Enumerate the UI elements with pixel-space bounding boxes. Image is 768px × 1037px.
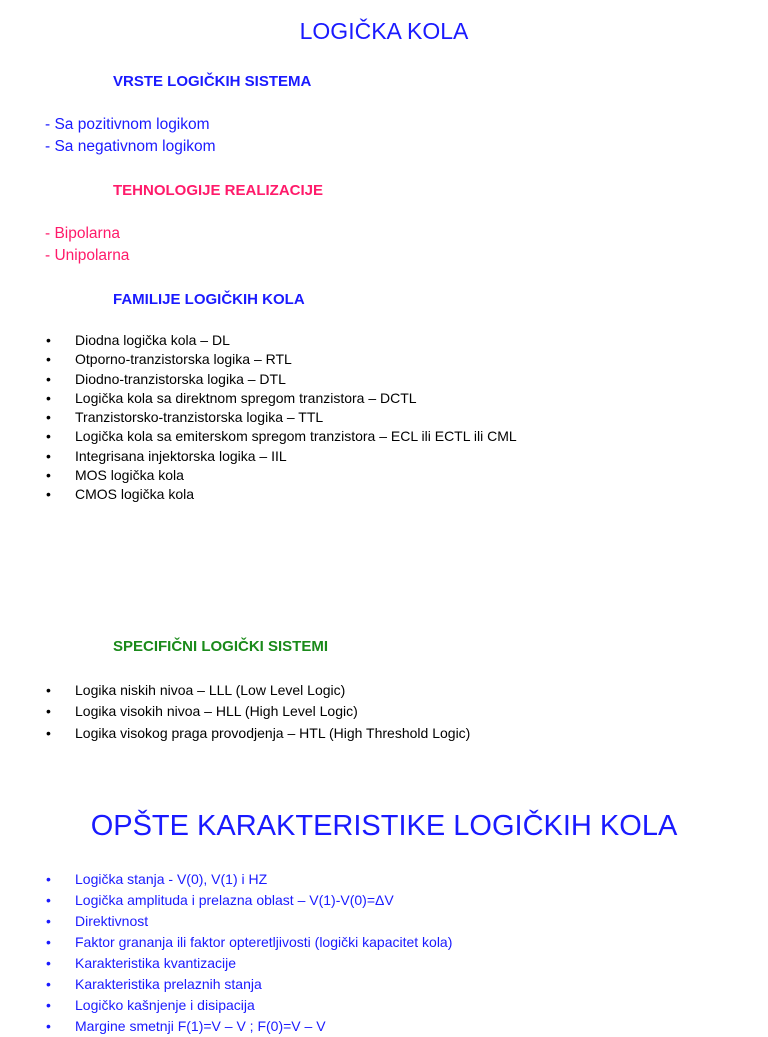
list-item: • Logika niskih nivoa – LLL (Low Level Logic) bbox=[46, 680, 470, 701]
heading-vrste-logickih-sistema: VRSTE LOGIČKIH SISTEMA bbox=[113, 73, 312, 90]
list-item: • Logička kola sa emiterskom spregom tranzistora – ECL ili ECTL ili CML bbox=[46, 427, 517, 446]
list-item: • Logička stanja - V(0), V(1) i HZ bbox=[46, 869, 452, 890]
list-item: • Logičko kašnjenje i disipacija bbox=[46, 995, 452, 1016]
familije-list bbox=[46, 331, 517, 505]
list-item: • Logička amplituda i prelazna oblast – V(1)-V(0)=ΔV bbox=[46, 890, 452, 911]
list-item: • Logika visokih nivoa – HLL (High Level Logic) bbox=[46, 701, 470, 722]
list-item: - Bipolarna bbox=[45, 225, 120, 242]
list-item: • Karakteristika kvantizacije bbox=[46, 953, 452, 974]
list-item: - Sa pozitivnom logikom bbox=[45, 116, 210, 133]
list-item: • Diodna logička kola – DL bbox=[46, 331, 517, 350]
list-item: • Faktor grananja ili faktor opteretljivosti (logički kapacitet kola) bbox=[46, 932, 452, 953]
list-item: • Direktivnost bbox=[46, 911, 452, 932]
list-item: • Tranzistorsko-tranzistorska logika – TTL bbox=[46, 408, 517, 427]
list-item: • MOS logička kola bbox=[46, 466, 517, 485]
list-item: • Margine smetnji F(1)=V – V ; F(0)=V – V bbox=[46, 1016, 452, 1037]
heading-opste-karakteristike: OPŠTE KARAKTERISTIKE LOGIČKIH KOLA bbox=[90, 810, 678, 842]
list-item: • Diodno-tranzistorska logika – DTL bbox=[46, 370, 517, 389]
heading-tehnologije-realizacije: TEHNOLOGIJE REALIZACIJE bbox=[113, 182, 324, 199]
list-item: • Karakteristika prelaznih stanja bbox=[46, 974, 452, 995]
opste-karakteristike-list bbox=[46, 869, 452, 1037]
list-item: • Logika visokog praga provodjenja – HTL (High Threshold Logic) bbox=[46, 723, 470, 744]
list-item: • Otporno-tranzistorska logika – RTL bbox=[46, 350, 517, 369]
heading-familije-logickih-kola: FAMILIJE LOGIČKIH KOLA bbox=[113, 291, 305, 308]
heading-specificni-logicki-sistemi: SPECIFIČNI LOGIČKI SISTEMI bbox=[113, 638, 329, 655]
list-item: - Sa negativnom logikom bbox=[45, 138, 216, 155]
list-item: - Unipolarna bbox=[45, 247, 130, 264]
list-item: • CMOS logička kola bbox=[46, 485, 517, 504]
list-item: • Integrisana injektorska logika – IIL bbox=[46, 447, 517, 466]
page-title: LOGIČKA KOLA bbox=[299, 18, 469, 44]
specificni-list bbox=[46, 680, 470, 744]
list-item: • Logička kola sa direktnom spregom tranzistora – DCTL bbox=[46, 389, 517, 408]
